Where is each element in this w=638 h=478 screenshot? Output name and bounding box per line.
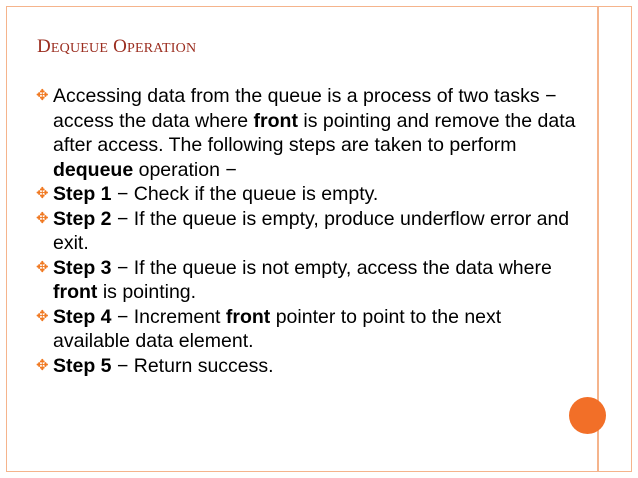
title-word1-rest: EQUEUE	[50, 41, 109, 56]
step-3-label: Step 3	[53, 256, 112, 279]
intro-front-bold: front	[253, 109, 298, 132]
decorative-circle	[569, 397, 606, 434]
bullet-icon: ✥	[36, 307, 49, 325]
step-5-label: Step 5	[53, 354, 112, 377]
list-item-intro	[37, 84, 582, 182]
step-4-front-bold: front	[225, 305, 271, 328]
slide-title	[37, 36, 196, 58]
bullet-icon: ✥	[36, 87, 49, 104]
step-4-text: − Increment	[111, 305, 226, 328]
step-5-text: − Return success.	[111, 354, 274, 377]
step-3-text: − If the queue is not empty, access the data where	[111, 256, 552, 279]
list-item-step-5	[37, 354, 582, 379]
step-1-label: Step 1	[53, 183, 112, 205]
bullet-icon: ✥	[36, 209, 49, 227]
bullet-icon: ✥	[36, 356, 49, 374]
bullet-icon: ✥	[36, 185, 49, 202]
intro-text-3: operation −	[133, 158, 237, 181]
step-3-text-2: is pointing.	[97, 281, 197, 303]
bullet-icon: ✥	[36, 258, 49, 276]
step-4-text-2: pointer to point to the next available data element.	[53, 305, 502, 352]
intro-dequeue-bold: dequeue	[53, 158, 134, 181]
intro-text-2: is pointing and remove the data after access. The following steps are taken to perform	[53, 109, 576, 156]
title-word2-rest: PERATION	[126, 41, 197, 56]
step-3-front-bold: front	[53, 281, 98, 303]
step-4-label: Step 4	[53, 305, 112, 328]
title-word1-initial: D	[37, 36, 51, 57]
step-2-label: Step 2	[53, 207, 112, 230]
title-word2-initial: O	[113, 36, 127, 57]
list-item-step-1	[37, 182, 582, 207]
intro-text-1: Accessing data from the queue is a process of two tasks − access the data where	[53, 85, 557, 132]
list-item-step-4	[37, 305, 582, 354]
bullet-list	[37, 84, 582, 378]
step-2-text: − If the queue is empty, produce underflow error and exit.	[53, 207, 570, 254]
step-1-text: − Check if the queue is empty.	[111, 183, 379, 205]
list-item-step-2	[37, 207, 582, 256]
list-item-step-3	[37, 256, 582, 305]
